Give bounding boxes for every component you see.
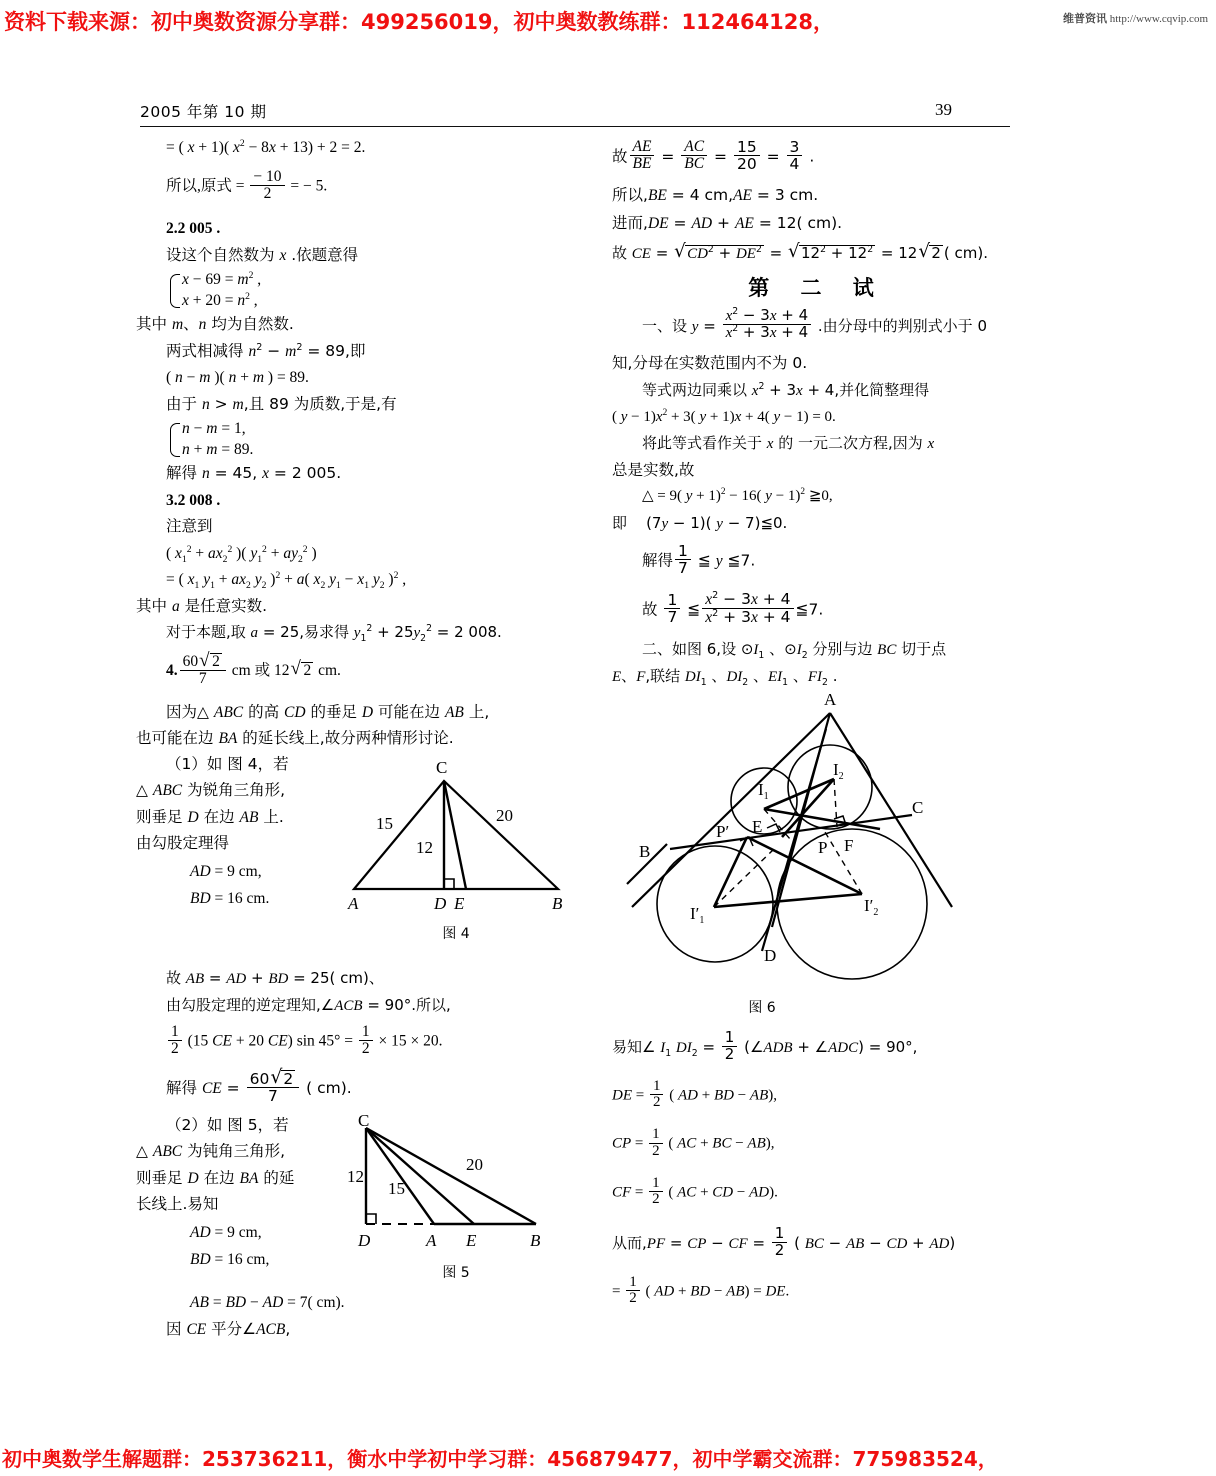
svg-text:20: 20 [496, 805, 513, 825]
figure4-block [136, 754, 584, 967]
eq-line: CP = $\frac{1}{2}$ ( AC + BC − AB), [612, 1126, 775, 1159]
eq-line: = ( $x_1$ $y_1 + ax_2$ $y_2$ )$^2$ + a( $x_2$ $y_1 - x_1$ $y_2$ )$^2$ , [166, 569, 407, 592]
svg-text:A: A [348, 893, 359, 913]
text-line: 其中 a 是任意实数. [136, 596, 268, 615]
text-line: 等式两边同乘以 $x^2 + 3x + 4$,并化简整理得 [642, 380, 930, 399]
eq-line: AB = BD − AD = 7( cm). [190, 1293, 345, 1311]
eq-line: 所以,BE = 4 cm,AE = 3 cm. [612, 185, 819, 204]
header-divider [140, 126, 1010, 127]
right-column [612, 140, 1022, 1308]
svg-text:D: D [434, 893, 447, 913]
label-E: E [752, 817, 763, 837]
label-P-prime: P′ [716, 822, 730, 842]
top-watermark-banner: 资料下载来源：初中奥数资源分享群：499256019，初中奥数教练群：112464128， [4, 10, 835, 34]
text-line: 由勾股定理的逆定理知,∠ACB = 90°.所以, [166, 995, 451, 1014]
page-number: 39 [935, 100, 952, 119]
svg-text:D: D [358, 1230, 371, 1250]
figure4-svg [336, 749, 586, 929]
eq-line: 从而,PF = CP − CF = $\frac{1}{2}$ ( BC − AB − CD + AD) [612, 1224, 956, 1259]
eq-line: DE = $\frac{1}{2}$ ( AD + BD − AB), [612, 1077, 777, 1111]
eq-line: $\frac{1}{2}$ (15 CE + 20 CE) sin 45° = $\frac{1}{2}$ × 15 × 20. [136, 1025, 584, 1059]
svg-text:C: C [436, 757, 448, 777]
text-line: 则垂足 D 在边 AB 上. [136, 807, 284, 826]
eq-line: 即 (7y − 1)( y − 7)≦0. [612, 514, 788, 533]
svg-text:E: E [454, 893, 465, 913]
svg-text:15: 15 [388, 1178, 405, 1198]
figure5-svg [346, 1114, 576, 1264]
answer-item-4: 4. $\frac{60 √ 2}{7}$ cm 或 12 √ 2 cm. [136, 654, 584, 689]
figure4 [336, 749, 586, 941]
figure6-caption: 图 6 [748, 1000, 776, 1017]
eq-line: CF = $\frac{1}{2}$ ( AC + CD − AD). [612, 1174, 778, 1208]
text-line: 由于 n > m,且 89 为质数,于是,有 [166, 394, 397, 413]
bottom-watermark-banner: 初中奥数学生解题群：253736211，衡水中学初中学习群：456879477，初中学霸交流群：775983524， [2, 1447, 998, 1471]
label-P: P [818, 838, 828, 858]
figure5-caption: 图 5 [442, 1264, 470, 1281]
source-name: 维普资讯 [1062, 12, 1107, 25]
text-line: （2）如 图 5，若 [166, 1115, 289, 1134]
eq-line: 易知∠ $I_1$ $DI_2$ = $\frac{1}{2}$ (∠ADB + ∠ADC) = 90°, [612, 1028, 918, 1063]
svg-text:15: 15 [376, 813, 393, 833]
label-I1-prime: $I'_1$ [690, 904, 705, 927]
eq-line: 解得 $\frac{1}{7}$ ≦ y ≦7. [642, 542, 756, 578]
label-I1: $I_1$ [758, 780, 769, 803]
text-line: 解得 n = 45, x = 2 005. [166, 464, 342, 483]
eq-line: ( $x_1^2 + ax_2^2$ )( $y_1^2 + ay_2^2$ ) [166, 543, 317, 565]
text-line: 将此等式看作关于 x 的 一元二次方程,因为 x [642, 433, 935, 452]
svg-text:B: B [552, 893, 563, 913]
label-D: D [764, 946, 777, 966]
source-url: http://www.cqvip.com [1109, 13, 1208, 25]
eq-line: AD = 9 cm, [190, 862, 262, 880]
svg-text:20: 20 [466, 1154, 483, 1174]
text-line: 因 CE 平分∠ACB, [166, 1320, 291, 1339]
figure6-svg [612, 689, 1022, 999]
svg-text:A: A [426, 1230, 437, 1250]
label-I2: $I_2$ [833, 760, 844, 783]
equation-system-1: $x - 69 = m^2$ , $x + 20 = n^2$ , [136, 272, 584, 308]
svg-text:B: B [530, 1230, 541, 1250]
figure5-block [136, 1113, 584, 1293]
eq-line: 解得 CE = $\frac{60 √ 2}{7}$ ( cm). [136, 1071, 584, 1106]
eq-line: ( n − m )( n + m ) = 89. [166, 369, 309, 387]
text-line: 由勾股定理得 [136, 834, 230, 853]
eq-line: ( $y - 1)x^2 + 3$( y + 1)x + 4( y − 1) = 0. [612, 407, 836, 425]
text-line: 故 AB = AD + BD = 25( cm)、 [166, 968, 384, 987]
text-line: E、F,联结 $DI_1$ 、$DI_2$ 、$EI_1$ 、$FI_2$ . [612, 667, 838, 689]
svg-text:C: C [358, 1113, 370, 1130]
eq-line: AD = 9 cm, [190, 1223, 262, 1241]
eq-line: 故 CE = √ $CD^2 + DE^2$ = √ $12^2 + 12^2 = 12$ √ 2 ( cm). [612, 245, 1022, 262]
svg-text:12: 12 [347, 1166, 364, 1186]
figure4-caption: 图 4 [442, 925, 470, 942]
text-line: （1）如 图 4，若 [166, 754, 289, 773]
figure5 [346, 1114, 576, 1280]
section-title: 第 二 试 [748, 275, 886, 300]
text-line: 设这个自然数为 x .依题意得 [166, 245, 359, 264]
equation-system-2: n − m = 1, n + m = 89. [136, 421, 584, 457]
eq-line: 故 $\frac{1}{7}$ ≦ $\frac{x^2 - 3x + 4}{x^2 + 3x + 4}$ ≦7. [642, 589, 824, 626]
text-line: 其中 m、n 均为自然数. [136, 315, 294, 334]
text-line: 也可能在边 BA 的延长线上,故分两种情形讨论. [136, 729, 454, 748]
text-line: 长线上.易知 [136, 1195, 219, 1214]
eq-line: BD = 16 cm, [190, 1251, 270, 1269]
eq-line: 故 $\frac{AE}{BE}$ = $\frac{AC}{BC}$ = $\frac{15}{20}$ = $\frac{3}{4}$ . [612, 138, 815, 174]
text-line: 知,分母在实数范围内不为 0. [612, 354, 808, 373]
answer-item-3: 3.2 008 . [166, 491, 221, 509]
answer-item-2: 2.2 005 . [166, 220, 221, 238]
text-line: 总是实数,故 [612, 460, 695, 479]
eq-line: 所以,原式 = $\frac{- 10}{2}$ = − 5. [166, 167, 328, 202]
eq-line: = ( x + 1)( $x^2 - 8x + 13) + 2 = 2$. [166, 137, 366, 156]
issue-label: 2005 年第 10 期 [140, 103, 267, 121]
eq-line: 进而,DE = AD + AE = 12( cm). [612, 214, 843, 233]
page-header [140, 100, 1010, 130]
left-column [136, 137, 584, 1339]
text-line: 对于本题,取 a = 25,易求得 $y_1^2 + 25y_2^2 = 2$ 008. [166, 623, 502, 645]
text-line: 注意到 [166, 517, 213, 536]
text-line: △ ABC 为钝角三角形, [136, 1142, 285, 1161]
source-watermark [1063, 10, 1208, 26]
eq-line: BD = 16 cm. [190, 890, 270, 908]
svg-text:12: 12 [416, 837, 433, 857]
svg-text:E: E [466, 1230, 477, 1250]
text-line: △ ABC 为锐角三角形, [136, 781, 285, 800]
text-line: 两式相减得 $n^2 - m^2 = 89$,即 [166, 341, 366, 360]
label-F: F [844, 836, 854, 856]
eq-line: △ = 9( y + 1)$^2$ − 16( y − 1)$^2$ ≧0, [642, 487, 833, 505]
figure6 [612, 689, 1022, 1015]
text-line: 则垂足 D 在边 BA 的延 [136, 1168, 295, 1187]
text-line: 因为△ ABC 的高 CD 的垂足 D 可能在边 AB 上, [166, 702, 490, 721]
text-line: 二、如图 6,设 $⊙I_1$ 、$⊙I_2$ 分别与边 BC 切于点 [642, 640, 947, 662]
label-B: B [639, 842, 651, 862]
eq-line: = $\frac{1}{2}$ ( AD + BD − AB) = DE. [612, 1273, 790, 1307]
label-C: C [912, 798, 924, 818]
label-I2-prime: $I'_2$ [864, 896, 879, 919]
text-line: 一、设 y = $\frac{x^2 - 3x + 4}{x^2 + 3x + 4}$ .由分母中的判别式小于 0 [642, 305, 987, 342]
label-A: A [824, 690, 837, 710]
